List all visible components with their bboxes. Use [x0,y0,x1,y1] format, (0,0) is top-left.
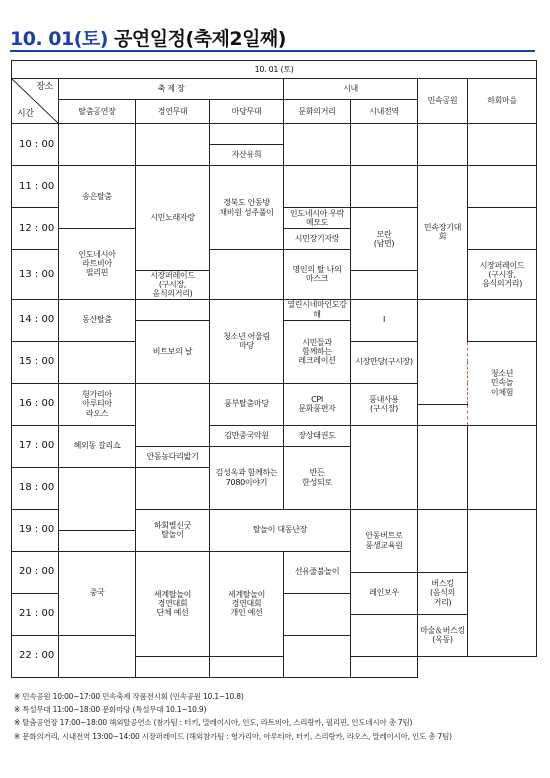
event-cell: 모란 (남면) [351,208,418,271]
event-cell: 민속장기대 회 [418,166,468,300]
event-cell: 장상태권도 [284,425,351,446]
empty-cell [210,124,284,145]
time-label: 13 : 00 [12,250,59,300]
time-label: 17 : 00 [12,425,59,467]
event-cell: 경북도 안동방 채비원 성주풀이 [210,166,284,250]
empty-cell [468,509,537,656]
empty-cell [136,467,210,509]
empty-cell [59,341,136,383]
time-label: 20 : 00 [12,551,59,593]
venue-talchum: 탈춤공연장 [59,100,136,124]
event-cell: 시장만당(구시장) [351,341,418,383]
empty-cell [59,124,136,166]
event-cell: 시장퍼레이드 (구시장, 음식의거리) [468,250,537,300]
event-cell: 명인의 탈 나의 마스크 [284,250,351,300]
event-cell: 자산유희 [210,145,284,166]
event-cell: 시민장기자랑 [284,229,351,250]
time-label: 18 : 00 [12,467,59,509]
event-cell: 하회별신굿 탈놀이 [136,509,210,551]
event-cell: Ⅰ [351,299,418,341]
event-cell: CPI 문화풍편자 [284,383,351,425]
empty-cell [418,509,468,572]
empty-cell [284,166,351,208]
date-header: 10. 01 (토) [12,61,537,79]
footnote: ※ 문화의거리, 시내전역 13:00~14:00 시장퍼레이드 (해외참가팀 : 헝가리아, 아루티아, 터키, 스리랑카, 라오스, 말레이시아, 인도 총 7팀) [14,731,452,741]
event-cell: 세계탈놀이 경연대회 개인 예선 [210,551,284,656]
event-cell: 청소년 민속놀 이체험 [468,341,537,425]
event-cell: 송은탈춤 [59,166,136,229]
page-title [10,24,286,51]
footnote: ※ 탈춤공연장 17:00~18:00 해외탈공연소 (참가팀 : 터키, 말레이시아, 인도, 라트비아, 스리랑카, 필리핀, 인도네시아 총 7팀) [14,718,413,728]
event-cell: 선유줄불놀이 [284,551,351,593]
event-cell: 중국 [59,551,136,635]
event-cell: 시민들과 함께하는 레크레이션 [284,320,351,383]
empty-cell [418,425,468,509]
schedule-table [11,60,537,678]
event-cell: 동산탈춤 [59,299,136,341]
event-cell: 마술＆버스킹 (옥동) [418,614,468,656]
event-cell: 시민노래자랑 [136,166,210,271]
event-cell: 탈놀이 대동난장 [210,509,351,551]
venue-munhwa: 문화의거리 [284,100,351,124]
empty-cell [210,656,284,677]
event-cell: 열린시네마인도강해 [284,299,351,320]
event-cell: 시장퍼레이드 (구시장, 음식의거리) [136,271,210,300]
empty-cell [351,166,418,208]
empty-cell [468,208,537,250]
event-cell: 안동버트로 풍생교육원 [351,509,418,572]
empty-cell [136,124,210,166]
empty-cell [136,656,210,677]
empty-cell [136,299,210,320]
time-label: 21 : 00 [12,593,59,635]
footnotes [14,690,452,743]
event-cell: 풍내사용 (구시장) [351,383,418,425]
time-label: 16 : 00 [12,383,59,425]
footnote: ※ 민속공원 10:00~17:00 민속축제 작품전시회 (민속공원 10.1~10.8) [14,692,244,701]
event-cell: 풍부탈춤마당 [210,383,284,425]
empty-cell [284,593,351,635]
time-label: 10 : 00 [12,124,59,166]
event-cell: 레인보우 [351,572,418,614]
event-cell: 혜외동 갈리쇼 [59,425,136,467]
empty-cell [59,467,136,530]
empty-cell [351,656,418,677]
empty-cell [284,635,351,677]
event-cell: 김만중국악원 [210,425,284,446]
empty-cell [418,124,468,166]
event-cell: 반든 한성되로 [284,446,351,509]
corner-place-label: 장소 [36,82,53,92]
time-label: 22 : 00 [12,635,59,677]
time-label: 11 : 00 [12,166,59,208]
event-cell: 헝가리아 아루티아 라오스 [59,383,136,425]
schedule-table-wrapper [11,60,536,678]
venue-minsok: 민속공원 [418,79,468,124]
empty-cell [351,124,418,166]
venue-sinae: 시내전역 [351,100,418,124]
event-cell: 버스킹 (음식의 거리) [418,572,468,614]
time-label: 14 : 00 [12,299,59,341]
event-cell: 인도네시아 라트비아 필리핀 [59,229,136,300]
time-label: 19 : 00 [12,509,59,551]
event-cell: 안동농다리밟기 [136,446,210,467]
empty-cell [468,124,537,166]
venue-madang: 마당무대 [210,100,284,124]
group-city: 시내 [284,79,418,100]
event-cell: 세계탈놀이 경연대회 단체 예선 [136,551,210,656]
time-label: 12 : 00 [12,208,59,250]
empty-cell [210,250,284,300]
title-underline [10,50,535,52]
empty-cell [136,383,210,446]
corner-time-label: 시간 [17,108,34,119]
group-festival: 축 제 장 [59,79,284,100]
title-text: 공연일정(축제2일째) [107,28,286,50]
event-cell: 청소년 어울림 마당 [210,299,284,383]
empty-cell [351,614,418,656]
venue-hahoe: 하회마을 [468,79,537,124]
time-label: 15 : 00 [12,341,59,383]
empty-cell [59,635,136,677]
empty-cell [351,425,418,509]
event-cell: 인도네시아 우락 메모도 [284,208,351,229]
empty-cell [284,124,351,166]
empty-cell [468,425,537,509]
empty-cell [468,166,537,208]
empty-cell [418,299,468,404]
corner-header [12,79,59,124]
title-date: 10. 01(토) [10,28,108,50]
footnote: ※ 특설무대 11:00~18:00 문화마당 (특설무대 10.1~10.9) [14,705,207,715]
empty-cell [468,299,537,341]
event-cell: 비트보의 날 [136,320,210,383]
venue-gyeongyeon: 경연무대 [136,100,210,124]
event-cell: 김성옥과 함께하는 7080이야기 [210,446,284,509]
